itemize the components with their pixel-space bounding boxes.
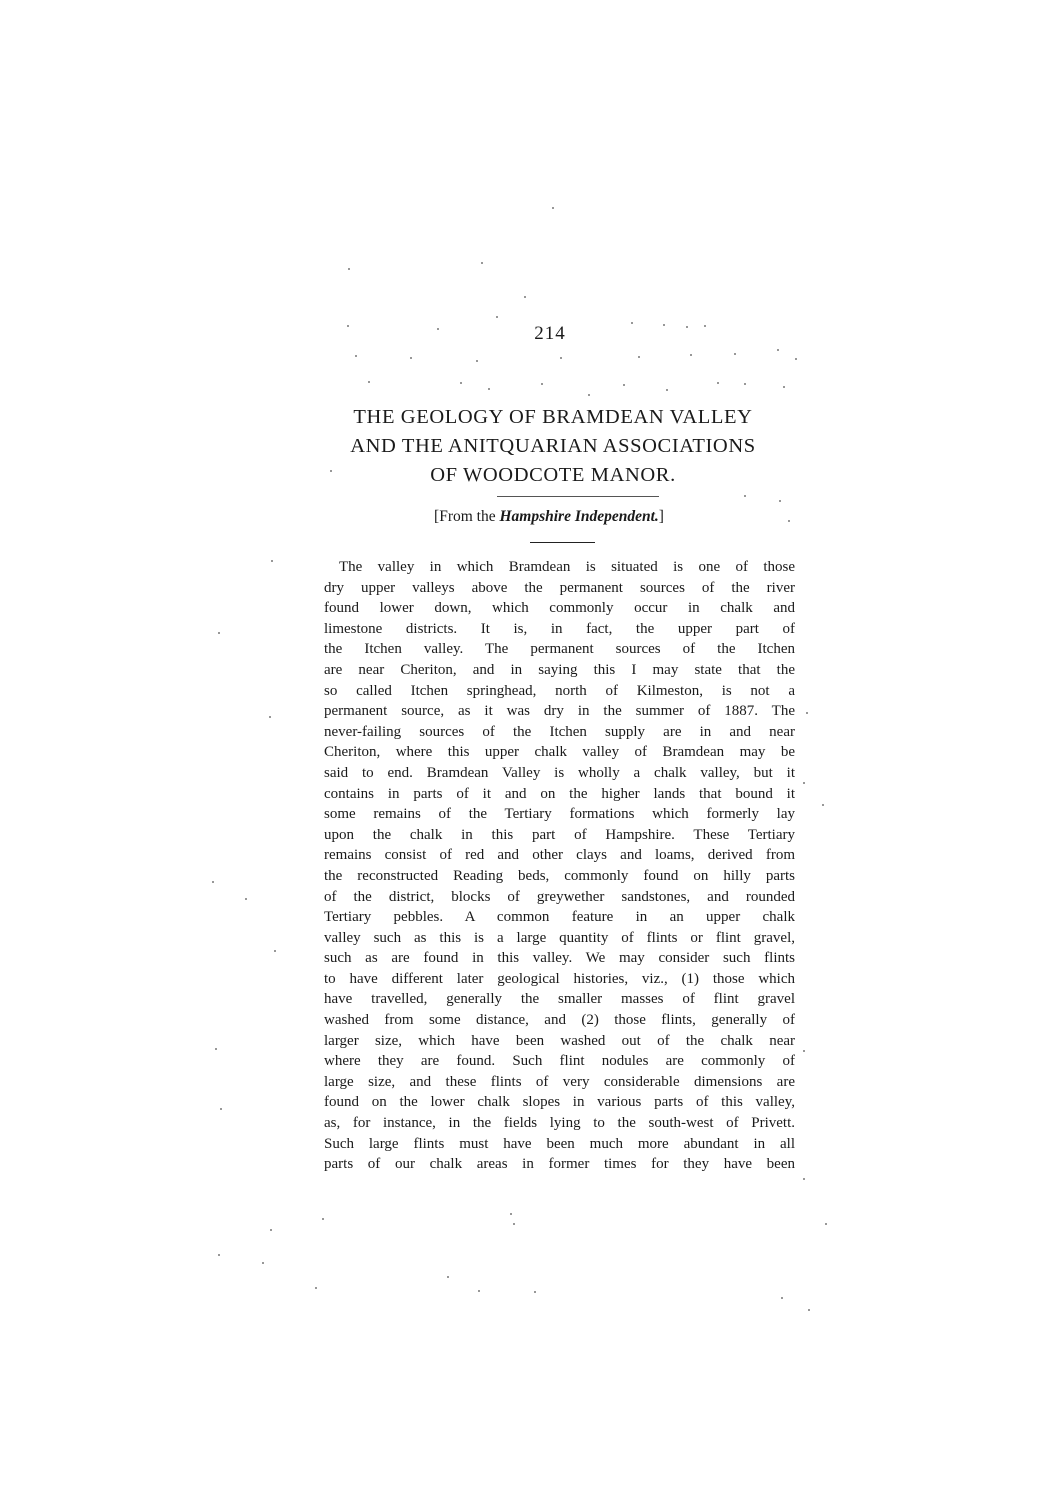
scan-speck: [717, 382, 719, 384]
page-number: 214: [534, 323, 566, 344]
scan-speck: [734, 353, 736, 355]
scan-speck: [686, 326, 688, 328]
scan-speck: [513, 1223, 515, 1225]
body-line: found lower down, which commonly occur in chalk and: [324, 600, 795, 617]
body-line: Cheriton, where this upper chalk valley of Bramdean may be: [324, 744, 795, 761]
body-line: never-failing sources of the Itchen supply are in and near: [324, 723, 795, 740]
scan-speck: [270, 1229, 272, 1231]
source-prefix: [From the: [434, 508, 500, 525]
scan-speck: [437, 328, 439, 330]
scan-speck: [744, 495, 746, 497]
body-line: said to end. Bramdean Valley is wholly a chalk valley, but it: [324, 764, 795, 781]
scan-speck: [410, 357, 412, 359]
body-line: large size, and these flints of very considerable dimensions are: [324, 1073, 795, 1090]
scan-speck: [368, 381, 370, 383]
scan-speck: [666, 389, 668, 391]
scan-speck: [218, 632, 220, 634]
scan-speck: [534, 1291, 536, 1293]
scan-speck: [788, 520, 790, 522]
scan-speck: [588, 394, 590, 396]
body-line: remains consist of red and other clays and loams, derived from: [324, 847, 795, 864]
scan-speck: [781, 1297, 783, 1299]
scan-speck: [347, 325, 349, 327]
body-line: The valley in which Bramdean is situated is one of those: [339, 559, 795, 575]
scan-speck: [704, 325, 706, 327]
scan-speck: [803, 1050, 805, 1052]
body-line: valley such as this is a large quantity of flints or flint gravel,: [324, 929, 795, 946]
scan-speck: [795, 358, 797, 360]
body-line: Such large flints must have been much more abundant in all: [324, 1135, 795, 1152]
source-citation: [0, 508, 1058, 526]
title-line-3: OF WOODCOTE MANOR.: [430, 464, 676, 486]
scan-speck: [822, 804, 824, 806]
scan-speck: [496, 316, 498, 318]
body-line: the Itchen valley. The permanent sources of the Itchen: [324, 641, 795, 658]
body-line: dry upper valleys above the permanent sources of the river: [324, 579, 795, 596]
body-line: as, for instance, in the fields lying to the south-west of Privett.: [324, 1115, 795, 1132]
scan-speck: [460, 382, 462, 384]
title-line-2: AND THE ANITQUARIAN ASSOCIATIONS: [350, 435, 756, 457]
title-line-1: THE GEOLOGY OF BRAMDEAN VALLEY: [353, 406, 753, 428]
scan-speck: [245, 898, 247, 900]
scan-speck: [447, 1276, 449, 1278]
scan-speck: [825, 1223, 827, 1225]
body-line: washed from some distance, and (2) those flints, generally of: [324, 1012, 795, 1029]
scan-speck: [274, 950, 276, 952]
scan-speck: [322, 1218, 324, 1220]
source-publication: Hampshire Independent.: [499, 508, 659, 525]
body-line: the reconstructed Reading beds, commonly found on hilly parts: [324, 867, 795, 884]
scan-speck: [348, 268, 350, 270]
scan-speck: [262, 1262, 264, 1264]
scan-speck: [777, 349, 779, 351]
body-line: limestone districts. It is, in fact, the upper part of: [324, 620, 795, 637]
scan-speck: [218, 1254, 220, 1256]
scan-speck: [803, 1178, 805, 1180]
scan-speck: [541, 383, 543, 385]
body-line: upon the chalk in this part of Hampshire. These Tertiary: [324, 826, 795, 843]
scan-speck: [690, 354, 692, 356]
body-line: of the district, blocks of greywether sandstones, and rounded: [324, 888, 795, 905]
body-line: permanent source, as it was dry in the summer of 1887. The: [324, 703, 795, 720]
article-body: [324, 557, 795, 1175]
body-line: parts of our chalk areas in former times for they have been: [324, 1156, 795, 1173]
scan-speck: [808, 1309, 810, 1311]
scan-speck: [481, 262, 483, 264]
scan-speck: [744, 383, 746, 385]
body-line: where they are found. Such flint nodules are commonly of: [324, 1053, 795, 1070]
scan-speck: [803, 782, 805, 784]
source-divider: [530, 542, 595, 543]
body-line: contains in parts of it and on the higher lands that bound it: [324, 785, 795, 802]
scan-speck: [271, 560, 273, 562]
scan-speck: [783, 386, 785, 388]
scan-speck: [524, 296, 526, 298]
scan-speck: [663, 324, 665, 326]
body-line: are near Cheriton, and in saying this I may state that the: [324, 661, 795, 678]
body-line: to have different later geological histories, viz., (1) those which: [324, 970, 795, 987]
body-line: found on the lower chalk slopes in various parts of this valley,: [324, 1094, 795, 1111]
scan-speck: [355, 355, 357, 357]
scan-speck: [488, 388, 490, 390]
title-divider: [497, 496, 659, 497]
body-line: Tertiary pebbles. A common feature in an upper chalk: [324, 909, 795, 926]
body-line: such as are found in this valley. We may consider such flints: [324, 950, 795, 967]
scan-speck: [806, 712, 808, 714]
scan-speck: [330, 470, 332, 472]
scan-speck: [269, 716, 271, 718]
scan-speck: [212, 881, 214, 883]
body-line: have travelled, generally the smaller masses of flint gravel: [324, 991, 795, 1008]
scan-speck: [552, 207, 554, 209]
source-suffix: ]: [658, 508, 664, 525]
scan-speck: [478, 1290, 480, 1292]
body-line: larger size, which have been washed out of the chalk near: [324, 1032, 795, 1049]
article-title: [313, 403, 793, 490]
scan-speck: [623, 384, 625, 386]
scan-speck: [476, 360, 478, 362]
body-line: some remains of the Tertiary formations which formerly lay: [324, 806, 795, 823]
scan-speck: [560, 357, 562, 359]
body-line: so called Itchen springhead, north of Kilmeston, is not a: [324, 682, 795, 699]
scan-speck: [779, 500, 781, 502]
scan-speck: [638, 356, 640, 358]
scan-speck: [315, 1287, 317, 1289]
scan-speck: [215, 1048, 217, 1050]
scan-speck: [631, 322, 633, 324]
scan-speck: [510, 1213, 512, 1215]
scan-speck: [220, 1108, 222, 1110]
